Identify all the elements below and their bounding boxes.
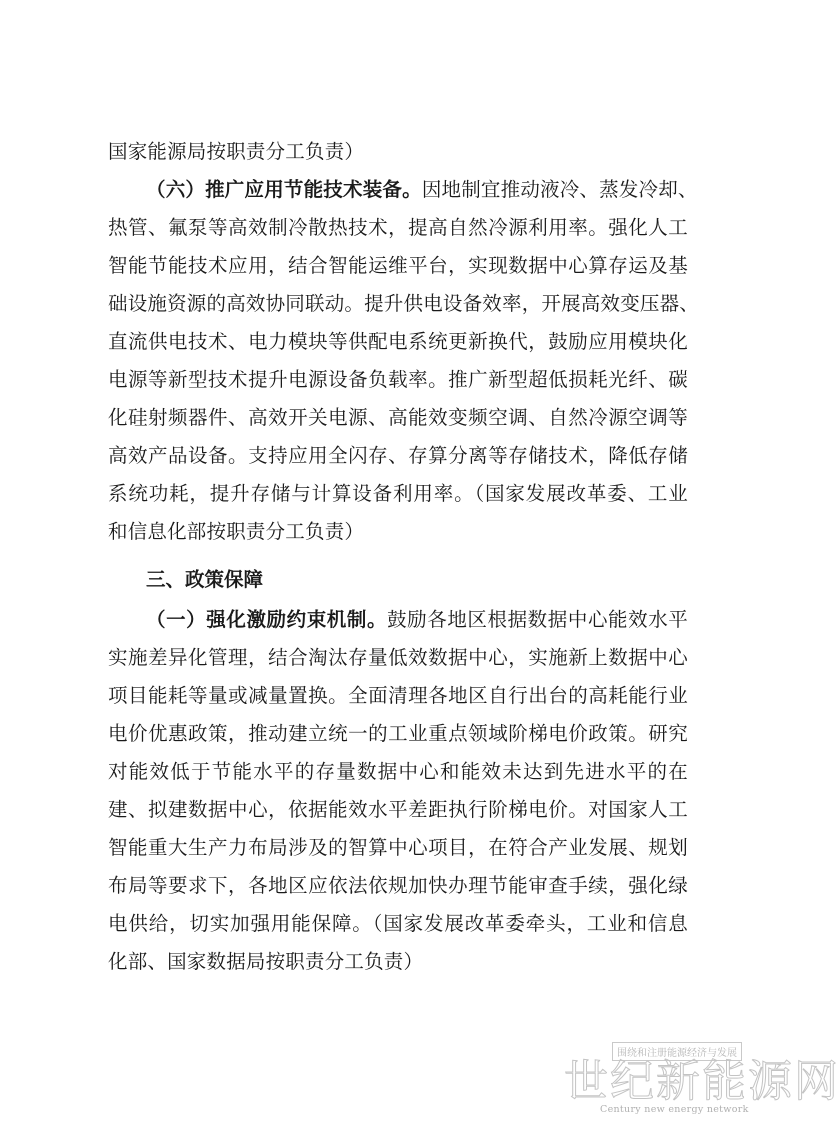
paragraph-line [108, 137, 688, 167]
paragraph-line: 化硅射频器件、高效开关电源、高能效变频空调、自然冷源空调等 [108, 406, 688, 429]
paragraph-line: 热管、氟泵等高效制冷散热技术，提高自然冷源利用率。强化人工 [108, 216, 688, 239]
paragraph-line: 化部、国家数据局按职责分工负责） [108, 950, 424, 973]
watermark-tagline: 围绕和注册能源经济与发展 [612, 1042, 742, 1061]
watermark-logo [560, 1040, 840, 1120]
paragraph-line: 高效产品设备。支持应用全闪存、存算分离等存储技术，降低存储 [108, 444, 688, 467]
watermark-title: 世纪新能源网 [564, 1056, 840, 1107]
paragraph-line: 直流供电技术、电力模块等供配电系统更新换代，鼓励应用模块化 [108, 330, 688, 353]
paragraph-line: 电价优惠政策，推动建立统一的工业重点领域阶梯电价政策。研究 [108, 722, 688, 745]
paragraph-line: 电供给，切实加强用能保障。（国家发展改革委牵头，工业和信息 [108, 912, 688, 935]
paragraph-title: （一）强化激励约束机制。 [146, 608, 388, 631]
paragraph-line: 电源等新型技术提升电源设备负载率。推广新型超低损耗光纤、碳 [108, 368, 688, 391]
paragraph-line: 础设施资源的高效协同联动。提升供电设备效率，开展高效变压器、 [108, 292, 700, 315]
text-span: 因地制宜推动液冷、蒸发冷却、 [421, 178, 698, 201]
paragraph-line: 实施差异化管理，结合淘汰存量低效数据中心，实施新上数据中心 [108, 646, 688, 669]
paragraph-line: 智能节能技术应用，结合智能运维平台，实现数据中心算存运及基 [108, 254, 688, 277]
paragraph-title: （六）推广应用节能技术装备。 [146, 178, 422, 201]
section-heading: 三、政策保障 [146, 568, 264, 591]
paragraph-line: 项目能耗等量或减量置换。全面清理各地区自行出台的高耗能行业 [108, 684, 688, 707]
paragraph-line: 智能重大生产力布局涉及的智算中心项目，在符合产业发展、规划 [108, 836, 688, 859]
paragraph-line [146, 605, 688, 635]
paragraph-line: 对能效低于节能水平的存量数据中心和能效未达到先进水平的在 [108, 760, 688, 783]
text-span: 鼓励各地区根据数据中心能效水平 [387, 608, 688, 631]
paragraph-line [146, 175, 698, 205]
text-span: 国家能源局按职责分工负责） [108, 140, 365, 163]
paragraph-line: 布局等要求下，各地区应依法依规加快办理节能审查手续，强化绿 [108, 874, 688, 897]
paragraph-line: 和信息化部按职责分工负责） [108, 520, 365, 543]
paragraph-line: 建、拟建数据中心，依据能效水平差距执行阶梯电价。对国家人工 [108, 798, 688, 821]
paragraph-line: 系统功耗，提升存储与计算设备利用率。（国家发展改革委、工业 [108, 482, 688, 505]
watermark-subtitle: Century new energy network [600, 1104, 749, 1115]
